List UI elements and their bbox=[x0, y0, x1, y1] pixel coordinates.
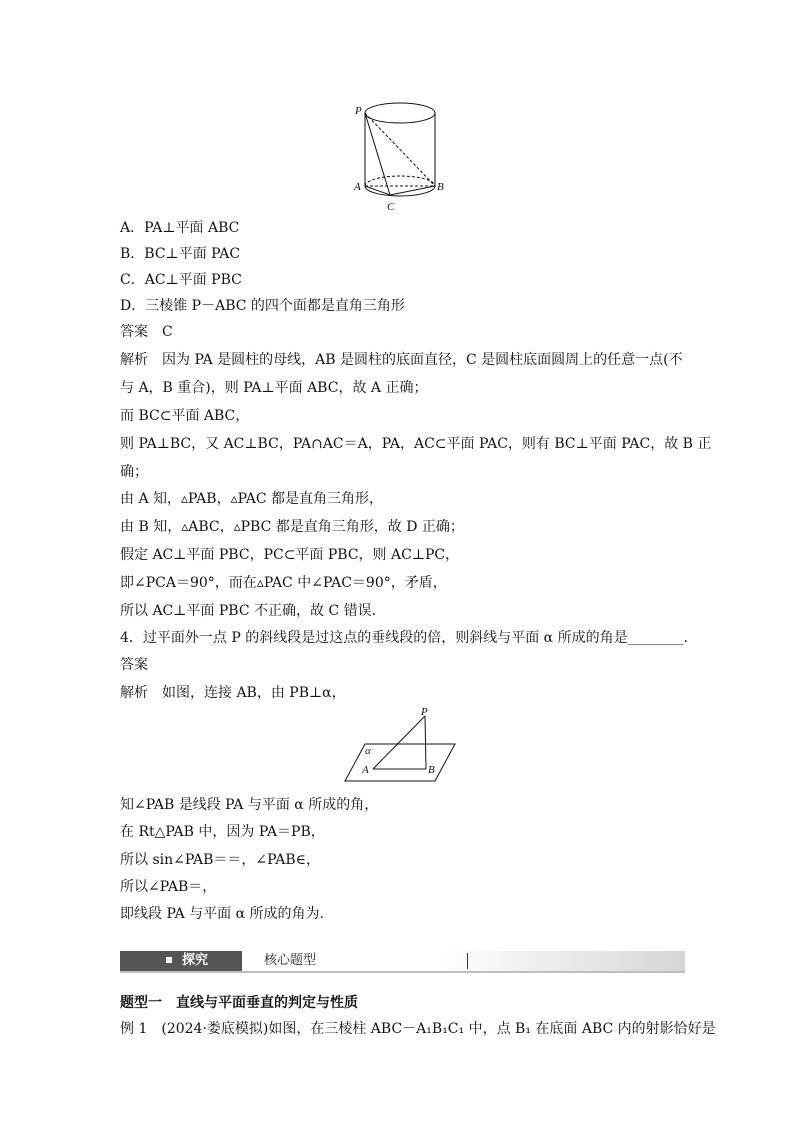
analysis-4-line-2: 在 Rt△PAB 中，因为 PA＝PB， bbox=[120, 824, 325, 840]
analysis-3-line-2: 与 A，B 重合)，则 PA⊥平面 ABC，故 A 正确； bbox=[120, 380, 428, 396]
analysis-4-line-5: 即线段 PA 与平面 α 所成的角为. bbox=[120, 906, 324, 922]
example-1: 例 1 (2024·娄底模拟)如图，在三棱柱 ABC－A₁B₁C₁ 中，点 B₁ 在底面 ABC 内的射影恰好是 bbox=[120, 1021, 716, 1037]
plane-figure bbox=[340, 706, 460, 786]
question-4: 4．过平面外一点 P 的斜线段是过这点的垂线段的倍，则斜线与平面 α 所成的角是________． bbox=[120, 630, 698, 646]
answer-3: 答案 C bbox=[120, 324, 173, 340]
analysis-3-line-4: 则 PA⊥BC，又 AC⊥BC，PA∩AC＝A，PA，AC⊂平面 PAC，则有 BC⊥平面 PAC，故 B 正 bbox=[120, 436, 712, 452]
label-p: P bbox=[355, 105, 362, 117]
cylinder-top-ellipse bbox=[365, 103, 435, 123]
analysis-3-line-6: 由 A 知，▵PAB，▵PAC 都是直角三角形， bbox=[120, 491, 384, 507]
label-b: B bbox=[428, 764, 435, 776]
label-a: A bbox=[362, 764, 369, 776]
square-bullet-icon bbox=[166, 957, 172, 963]
cylinder-bottom-front-arc bbox=[365, 186, 435, 196]
answer-4: 答案 bbox=[120, 657, 148, 673]
analysis-4-line-1: 知∠PAB 是线段 PA 与平面 α 所成的角， bbox=[120, 797, 379, 813]
analysis-4-line-3: 所以 sin∠PAB＝＝，∠PAB∈， bbox=[120, 852, 321, 868]
segment-pc bbox=[365, 113, 390, 195]
analysis-3-line-5: 确； bbox=[120, 464, 148, 480]
banner-rule bbox=[120, 971, 685, 973]
option-d: D．三棱锥 P－ABC 的四个面都是直角三角形 bbox=[120, 298, 405, 314]
analysis-3-line-3: 而 BC⊂平面 ABC， bbox=[120, 408, 250, 424]
section-banner bbox=[120, 951, 685, 971]
analysis-3-line-7: 由 B 知，▵ABC，▵PBC 都是直角三角形，故 D 正确； bbox=[120, 519, 464, 535]
analysis-3-line-8: 假定 AC⊥平面 PBC，PC⊂平面 PBC，则 AC⊥PC， bbox=[120, 547, 460, 563]
option-b: B．BC⊥平面 PAC bbox=[120, 246, 241, 262]
section-title: 题型一 直线与平面垂直的判定与性质 bbox=[120, 995, 358, 1011]
analysis-4-line-4: 所以∠PAB＝， bbox=[120, 879, 217, 895]
banner-separator bbox=[467, 953, 468, 969]
label-alpha: α bbox=[365, 745, 371, 757]
banner-right bbox=[242, 951, 685, 971]
analysis-3-line-1: 解析 因为 PA 是圆柱的母线，AB 是圆柱的底面直径，C 是圆柱底面圆周上的任意一点(不 bbox=[120, 352, 683, 368]
banner-left bbox=[120, 951, 242, 971]
label-c: C bbox=[387, 201, 395, 213]
cylinder-figure bbox=[350, 98, 450, 216]
analysis-3-line-10: 所以 AC⊥平面 PBC 不正确，故 C 错误． bbox=[120, 603, 386, 619]
label-a: A bbox=[354, 181, 361, 193]
banner-left-label: 探究 bbox=[182, 953, 209, 968]
segment-bc bbox=[390, 186, 435, 195]
cylinder-bottom-back-arc bbox=[365, 176, 435, 186]
segment-pa bbox=[373, 716, 425, 769]
analysis-4-intro: 解析 如图，连接 AB，由 PB⊥α， bbox=[120, 685, 346, 701]
option-a: A．PA⊥平面 ABC bbox=[120, 220, 240, 236]
label-p: P bbox=[421, 706, 428, 718]
segment-pb bbox=[365, 113, 435, 186]
banner-right-label: 核心题型 bbox=[264, 953, 317, 968]
segment-pb bbox=[425, 716, 426, 769]
label-b: B bbox=[437, 181, 444, 193]
option-c: C．AC⊥平面 PBC bbox=[120, 272, 242, 288]
analysis-3-line-9: 即∠PCA＝90°，而在▵PAC 中∠PAC＝90°，矛盾， bbox=[120, 575, 447, 591]
